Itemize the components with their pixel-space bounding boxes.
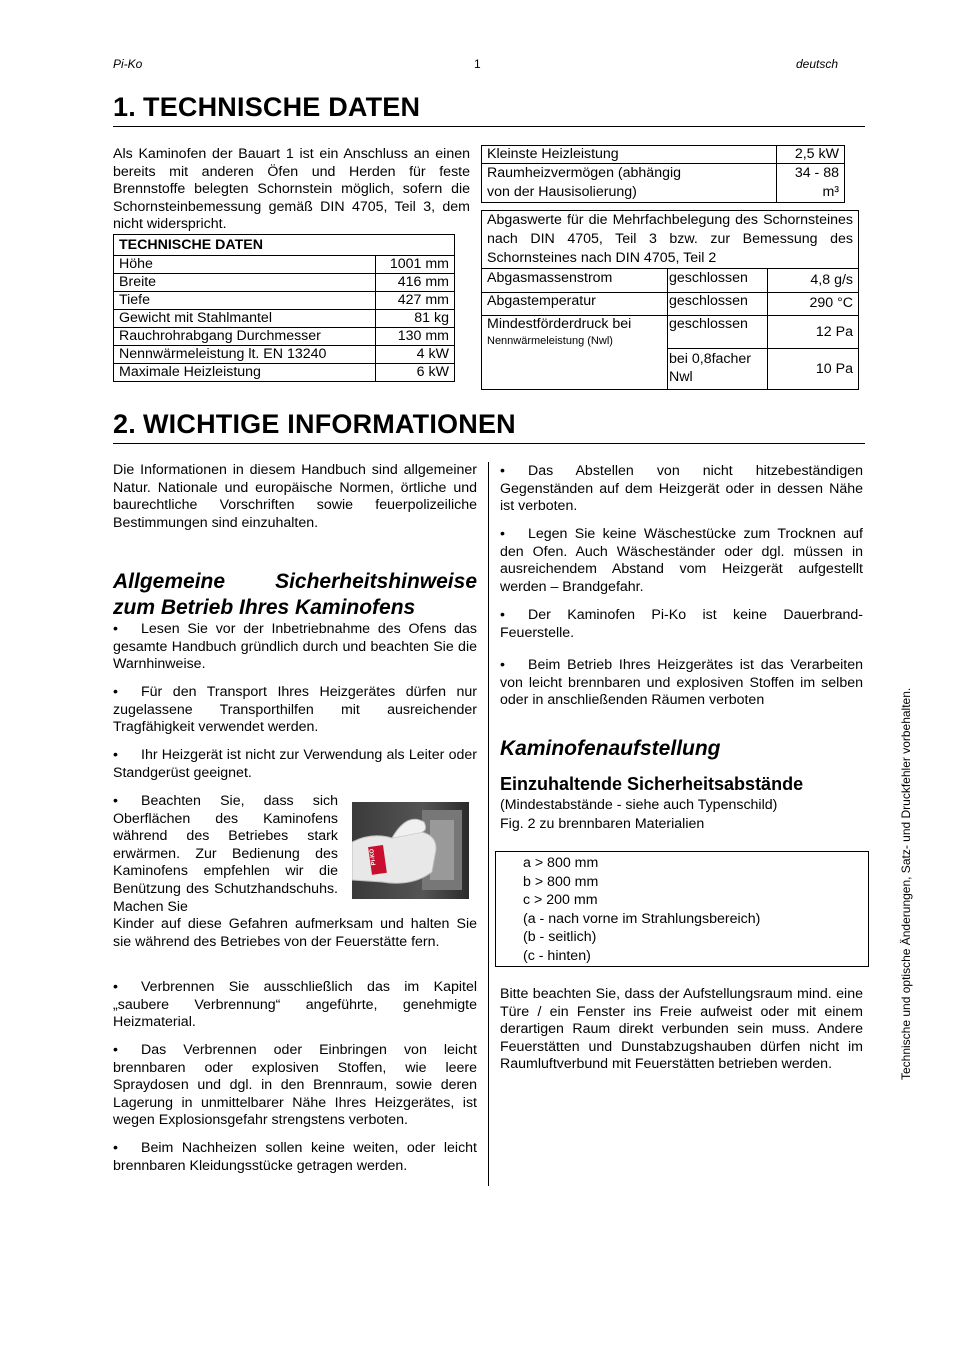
technical-data-row — [114, 346, 455, 364]
room-heat-label-text: Raumheizvermögen (abhängig von der Hausisolierung) — [487, 165, 682, 200]
left-bullet-5-text: Verbrennen Sie ausschließlich das im Kapitel „saubere Verbrennung“ angeführte, genehmigte Heizmaterial. — [113, 979, 477, 1031]
technical-data-label: Rauchrohrabgang Durchmesser — [114, 328, 376, 346]
technical-data-row — [114, 256, 455, 274]
technical-data-label: Maximale Heizleistung — [114, 364, 376, 382]
left-bullet-4 — [113, 793, 338, 916]
room-heat-value-text: 34 - 88 m³ — [794, 165, 839, 200]
room-heat-value — [777, 164, 845, 203]
distance-item: (a - nach vorne im Strahlungsbereich) — [523, 910, 761, 927]
left-bullet-3 — [113, 747, 477, 782]
right-bullet-4 — [500, 657, 863, 710]
left-bullet-4-text: Beachten Sie, dass sich Oberflächen des Kaminofens während des Betriebes stark erwärmen. Zur Bedienung des Kaminofens empfehlen wir die Benützung des Schutzhandschuhs. Machen Sie — [113, 793, 338, 915]
left-bullet-5 — [113, 979, 477, 1032]
technical-data-row — [114, 292, 455, 310]
technical-data-row — [114, 310, 455, 328]
right-bullet-2 — [500, 526, 863, 596]
distance-item: a > 800 mm — [523, 855, 599, 871]
right-bullet-3-text: Der Kaminofen Pi-Ko ist keine Dauerbrand-Feuerstelle. — [500, 607, 863, 641]
technical-data-value: 1001 mm — [376, 256, 455, 274]
section1-intro: Als Kaminofen der Bauart 1 ist ein Anschluss an einen bereits mit anderen Öfen und Herden für feste Brennstoffe belegten Schornstein möglich, sofern die Schornsteinbemessung gemäß DIN 4705, Teil 3, dem nicht widerspricht. — [113, 146, 470, 233]
right-bullet-3 — [500, 607, 863, 642]
exhaust-mass-label: Abgasmassenstrom — [487, 270, 613, 286]
right-bullet-2-text: Legen Sie keine Wäschestücke zum Trocknen auf den Ofen. Auch Wäscheständer oder dgl. müssen in ausreichendem Abstand vom Heizgerät aufgestellt werden – Brandgefahr. — [500, 526, 863, 595]
technical-data-table-header: TECHNISCHE DATEN — [114, 235, 455, 256]
bullet-dot: • — [500, 526, 505, 542]
exhaust-temp-value: 290 °C — [809, 295, 853, 311]
bullet-dot: • — [113, 621, 118, 637]
right-bullet-1 — [500, 463, 863, 516]
safety-heading: Allgemeine Sicherheitshinweise zum Betrieb Ihres Kaminofens — [113, 570, 477, 619]
exhaust-values-table — [481, 210, 859, 390]
technical-data-value: 427 mm — [376, 292, 455, 310]
left-bullet-7-text: Beim Nachheizen sollen keine weiten, oder leicht brennbaren Kleidungsstücke getragen werden. — [113, 1140, 477, 1174]
distance-item: c > 200 mm — [523, 892, 598, 908]
protective-glove-image — [352, 802, 469, 899]
left-bullet-7 — [113, 1140, 477, 1175]
technical-data-value: 130 mm — [376, 328, 455, 346]
distance-item: (c - hinten) — [523, 947, 591, 964]
distance-item: (b - seitlich) — [523, 929, 597, 945]
bullet-dot: • — [500, 657, 505, 673]
bullet-dot: • — [500, 463, 505, 479]
section2-heading — [113, 407, 865, 444]
technical-data-value: 416 mm — [376, 274, 455, 292]
technical-data-value: 6 kW — [376, 364, 455, 382]
min-draft-sublabel: Nennwärmeleistung (Nwl) — [487, 335, 613, 347]
distance-sub2: Fig. 2 zu brennbaren Materialien — [500, 816, 705, 832]
column-divider — [488, 462, 489, 1186]
technical-data-label: Höhe — [114, 256, 376, 274]
technical-data-label: Gewicht mit Stahlmantel — [114, 310, 376, 328]
header-left: Pi-Ko — [113, 57, 143, 71]
section1-title: TECHNISCHE DATEN — [143, 92, 421, 122]
technical-data-label: Nennwärmeleistung lt. EN 13240 — [114, 346, 376, 364]
left-bullet-1-text: Lesen Sie vor der Inbetriebnahme des Ofens das gesamte Handbuch gründlich durch und beachten Sie die Warnhinweise. — [113, 621, 477, 673]
technical-data-value: 81 kg — [376, 310, 455, 328]
partial-draft-cond: bei 0,8facher Nwl — [669, 351, 752, 385]
exhaust-temp-label: Abgastemperatur — [487, 293, 596, 309]
bullet-dot: • — [500, 607, 505, 623]
section2-title: WICHTIGE INFORMATIONEN — [143, 409, 516, 439]
exhaust-mass-cond: geschlossen — [669, 270, 748, 286]
room-note: Bitte beachten Sie, dass der Aufstellungsraum mind. eine Türe / ein Fenster ins Freie aufweist oder mit einem derartigen Raum direkt verbunden sein muss. Andere Feuerstätten und Dunstabzugshauben dürfen nicht im Raumluftverbund mit Feuerstätten betrieben werden. — [500, 986, 863, 1073]
technical-data-label: Breite — [114, 274, 376, 292]
left-bullet-6-text: Das Verbrennen oder Einbringen von leicht brennbaren oder explosiven Stoffen, wie leere Spraydosen und dgl. in den Brennraum, sowie deren Lagerung in unmittelbarer Nähe Ihres Heizgerätes, ist wegen Explosionsgefahr strengstens verboten. — [113, 1042, 477, 1129]
min-heat-value: 2,5 kW — [777, 146, 845, 164]
left-bullet-6 — [113, 1042, 477, 1130]
technical-data-value: 4 kW — [376, 346, 455, 364]
left-bullet-3-text: Ihr Heizgerät ist nicht zur Verwendung als Leiter oder Standgerüst geeignet. — [113, 747, 477, 781]
bullet-dot: • — [113, 793, 118, 809]
section2-number: 2. — [113, 409, 136, 439]
distance-sub1: (Mindestabstände - siehe auch Typenschild) — [500, 797, 778, 813]
bullet-dot: • — [113, 979, 118, 995]
right-bullet-4-text: Beim Betrieb Ihres Heizgerätes ist das Verarbeiten von leicht brennbaren und explosiven Stoffen im selben oder in anschließenden Räumen verboten — [500, 657, 863, 709]
distances-box — [495, 851, 869, 967]
distance-item: b > 800 mm — [523, 873, 599, 890]
bullet-dot: • — [113, 1042, 118, 1058]
technical-data-label: Tiefe — [114, 292, 376, 310]
left-bullet-1 — [113, 621, 477, 674]
setup-heading: Kaminofenaufstellung — [500, 737, 721, 760]
left-bullet-2-text: Für den Transport Ihres Heizgerätes dürfen nur zugelassene Transporthilfen mit ausreichender Tragfähigkeit verwendet werden. — [113, 684, 477, 736]
section1-heading — [113, 90, 865, 127]
exhaust-values-header: Abgaswerte für die Mehrfachbelegung des Schornsteines nach DIN 4705, Teil 3 bzw. zur Bemessung des Schornsteines nach DIN 4705, Teil 2 — [487, 212, 853, 266]
technical-data-row — [114, 364, 455, 382]
partial-draft-value: 10 Pa — [815, 361, 853, 377]
page-number: 1 — [474, 57, 481, 71]
technical-data-table — [113, 234, 455, 382]
min-draft-value: 12 Pa — [815, 324, 853, 340]
min-heat-label: Kleinste Heizleistung — [482, 146, 777, 164]
bullet-dot: • — [113, 747, 118, 763]
heating-capacity-table — [481, 145, 845, 203]
section1-number: 1. — [113, 92, 136, 122]
header-right: deutsch — [796, 57, 839, 71]
technical-data-row — [114, 274, 455, 292]
exhaust-temp-cond: geschlossen — [669, 293, 748, 309]
bullet-dot: • — [113, 1140, 118, 1156]
distance-heading: Einzuhaltende Sicherheitsabstände — [500, 774, 804, 794]
technical-data-row — [114, 328, 455, 346]
section2-intro: Die Informationen in diesem Handbuch sind allgemeiner Natur. Nationale und europäische Normen, örtliche und baurechtliche Vorschriften sowie feuerpolizeiliche Bestimmungen sind einzuhalten. — [113, 462, 477, 531]
exhaust-mass-value: 4,8 g/s — [810, 272, 853, 288]
min-draft-cond: geschlossen — [669, 316, 748, 332]
distances-list — [523, 854, 760, 965]
bullet-dot: • — [113, 684, 118, 700]
left-bullet-4-continued: Kinder auf diese Gefahren aufmerksam und halten Sie sie während des Betriebes von der Feuerstätte fern. — [113, 916, 477, 950]
side-note: Technische und optische Änderungen, Satz- und Druckfehler vorbehalten. — [899, 687, 913, 1080]
min-draft-label: Mindestförderdruck bei — [487, 316, 632, 332]
glove-label: PI-KO — [369, 848, 378, 866]
right-bullet-1-text: Das Abstellen von nicht hitzebeständigen Gegenständen auf dem Heizgerät oder in dessen Nähe ist verboten. — [500, 463, 863, 515]
left-bullet-2 — [113, 684, 477, 737]
room-heat-label — [482, 164, 777, 203]
